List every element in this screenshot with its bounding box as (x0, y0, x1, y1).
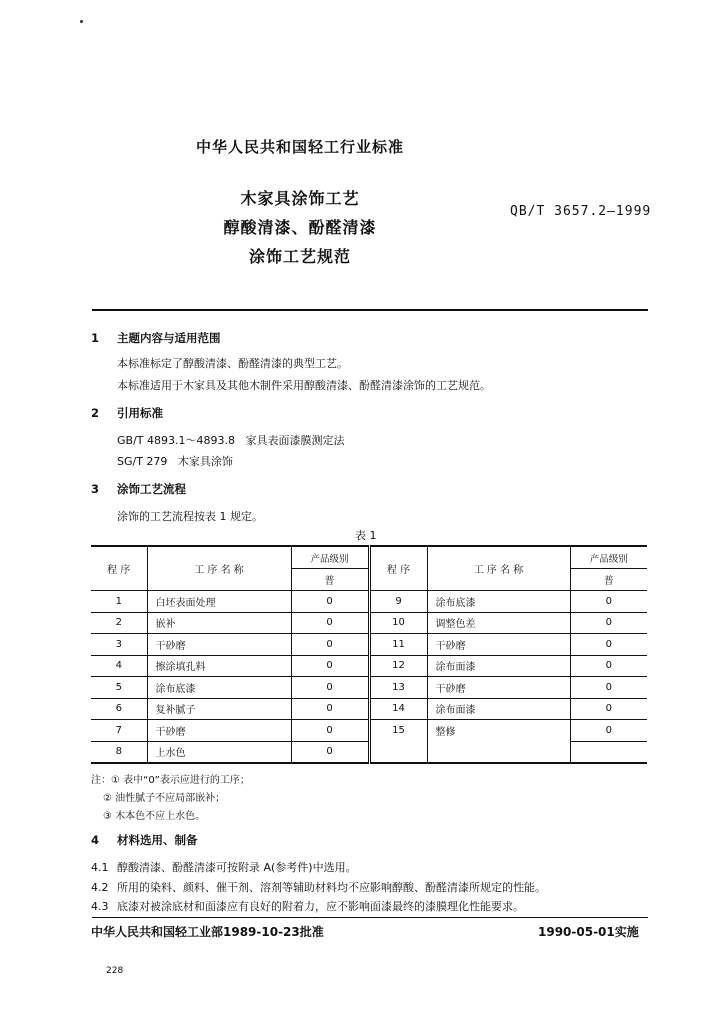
row-10-name: 调整色差 (427, 612, 570, 634)
footer-rule (92, 917, 648, 918)
empty-cell (369, 741, 427, 763)
page-number: 228 (106, 966, 124, 976)
row-14-name: 涂布面漆 (427, 698, 570, 720)
item-4-2-text: 所用的染料、颜料、催干剂、溶剂等辅助材料均不应影响醇酸、酚醛清漆所规定的性能。 (117, 881, 546, 894)
row-1-level: 0 (291, 591, 369, 613)
table-row (91, 677, 647, 699)
section-1-heading (91, 330, 221, 346)
row-5-name: 涂布底漆 (147, 677, 291, 699)
row-8-name: 上水色 (147, 741, 291, 763)
item-4-2 (91, 879, 546, 895)
table-body (91, 591, 647, 764)
section-4-title: 材料选用、制备 (117, 833, 198, 847)
row-6-no: 6 (91, 698, 147, 720)
row-12-no: 12 (369, 655, 427, 677)
header-seq-right: 程 序 (369, 546, 427, 591)
header-grade-left: 普 (291, 569, 369, 591)
row-10-no: 10 (369, 612, 427, 634)
reference-1: GB/T 4893.1～4893.8 家具表面漆膜测定法 (117, 434, 345, 447)
row-10-level: 0 (570, 612, 647, 634)
row-13-name: 干砂磨 (427, 677, 570, 699)
row-14-level: 0 (570, 698, 647, 720)
header-seq-left: 程 序 (91, 546, 147, 591)
row-11-no: 11 (369, 634, 427, 656)
note-1: ① 表中“0”表示应进行的工序； (111, 775, 250, 786)
reference-2: SG/T 279 木家具涂饰 (117, 455, 233, 468)
row-2-no: 2 (91, 612, 147, 634)
row-3-name: 干砂磨 (147, 634, 291, 656)
table-row (91, 720, 647, 742)
section-1-title: 主题内容与适用范围 (117, 331, 221, 345)
header-level-left: 产品级别 (291, 546, 369, 569)
item-4-1-number: 4.1 (91, 861, 109, 874)
table-row (91, 634, 647, 656)
item-4-1-text: 醇酸清漆、酚醛清漆可按附录 A(参考件)中选用。 (117, 861, 357, 874)
notes-label: 注： (91, 775, 111, 786)
doc-title-line-3: 涂饰工艺规范 (248, 247, 351, 266)
row-1-no: 1 (91, 591, 147, 613)
row-4-name: 擦涂填孔料 (147, 655, 291, 677)
row-15-name: 整修 (427, 720, 570, 742)
row-9-no: 9 (369, 591, 427, 613)
process-table (91, 545, 647, 764)
row-6-name: 复补腻子 (147, 698, 291, 720)
empty-cell (570, 741, 647, 763)
header-level-right: 产品级别 (570, 546, 647, 569)
item-4-3-text: 底漆对被涂底材和面漆应有良好的附着力，应不影响面漆最终的漆膜理化性能要求。 (117, 900, 524, 913)
row-11-level: 0 (570, 634, 647, 656)
table-row (91, 698, 647, 720)
section-1-para-2: 本标准适用于木家具及其他木制件采用醇酸清漆、酚醛清漆涂饰的工艺规范。 (117, 379, 491, 392)
row-11-name: 干砂磨 (427, 634, 570, 656)
row-2-name: 嵌补 (147, 612, 291, 634)
row-3-no: 3 (91, 634, 147, 656)
section-3-heading (91, 481, 186, 497)
row-7-level: 0 (291, 720, 369, 742)
table-row (91, 591, 647, 613)
doc-title-line-2: 醇酸清漆、酚醛清漆 (223, 218, 377, 237)
table-row (91, 655, 647, 677)
row-1-name: 白坯表面处理 (147, 591, 291, 613)
row-4-no: 4 (91, 655, 147, 677)
section-4-heading (91, 832, 198, 848)
row-8-no: 8 (91, 741, 147, 763)
item-4-3-number: 4.3 (91, 900, 109, 913)
row-9-level: 0 (570, 591, 647, 613)
doc-title-line-1: 木家具涂饰工艺 (240, 189, 360, 208)
item-4-3 (91, 898, 524, 914)
row-9-name: 涂布底漆 (427, 591, 570, 613)
standard-code: QB/T 3657.2—1999 (510, 204, 652, 219)
section-2-number: 2 (91, 406, 100, 420)
item-4-1 (91, 859, 357, 875)
section-3-title: 涂饰工艺流程 (117, 482, 186, 496)
section-2-heading (91, 405, 163, 421)
effective-date: 1990-05-01实施 (538, 925, 639, 939)
header-name-left: 工 序 名 称 (147, 546, 291, 591)
table-row (91, 741, 647, 763)
row-5-level: 0 (291, 677, 369, 699)
note-3: ③ 木本色不应上水色。 (103, 811, 206, 822)
row-13-no: 13 (369, 677, 427, 699)
section-2-title: 引用标准 (117, 406, 163, 420)
table-caption: 表 1 (355, 529, 377, 542)
row-14-no: 14 (369, 698, 427, 720)
header-rule (92, 309, 648, 311)
row-12-level: 0 (570, 655, 647, 677)
table-row (91, 612, 647, 634)
note-2: ② 油性腻子不应局部嵌补； (103, 793, 226, 804)
row-8-level: 0 (291, 741, 369, 763)
item-4-2-number: 4.2 (91, 881, 109, 894)
scan-speck (80, 20, 83, 23)
row-15-level: 0 (570, 720, 647, 742)
row-3-level: 0 (291, 634, 369, 656)
section-3-number: 3 (91, 482, 100, 496)
row-15-no: 15 (369, 720, 427, 742)
row-7-no: 7 (91, 720, 147, 742)
row-7-name: 干砂磨 (147, 720, 291, 742)
row-6-level: 0 (291, 698, 369, 720)
section-1-para-1: 本标准标定了醇酸清漆、酚醛清漆的典型工艺。 (117, 357, 348, 370)
approval-line: 中华人民共和国轻工业部1989-10-23批准 (91, 925, 324, 939)
section-1-number: 1 (91, 331, 100, 345)
section-4-number: 4 (91, 833, 100, 847)
row-4-level: 0 (291, 655, 369, 677)
table-notes (91, 771, 250, 786)
section-3-intro: 涂饰的工艺流程按表 1 规定。 (117, 510, 263, 523)
row-12-name: 涂布面漆 (427, 655, 570, 677)
header-name-right: 工 序 名 称 (427, 546, 570, 591)
row-5-no: 5 (91, 677, 147, 699)
empty-cell (427, 741, 570, 763)
row-2-level: 0 (291, 612, 369, 634)
row-13-level: 0 (570, 677, 647, 699)
header-grade-right: 普 (570, 569, 647, 591)
issuer-title: 中华人民共和国轻工行业标准 (195, 138, 404, 156)
